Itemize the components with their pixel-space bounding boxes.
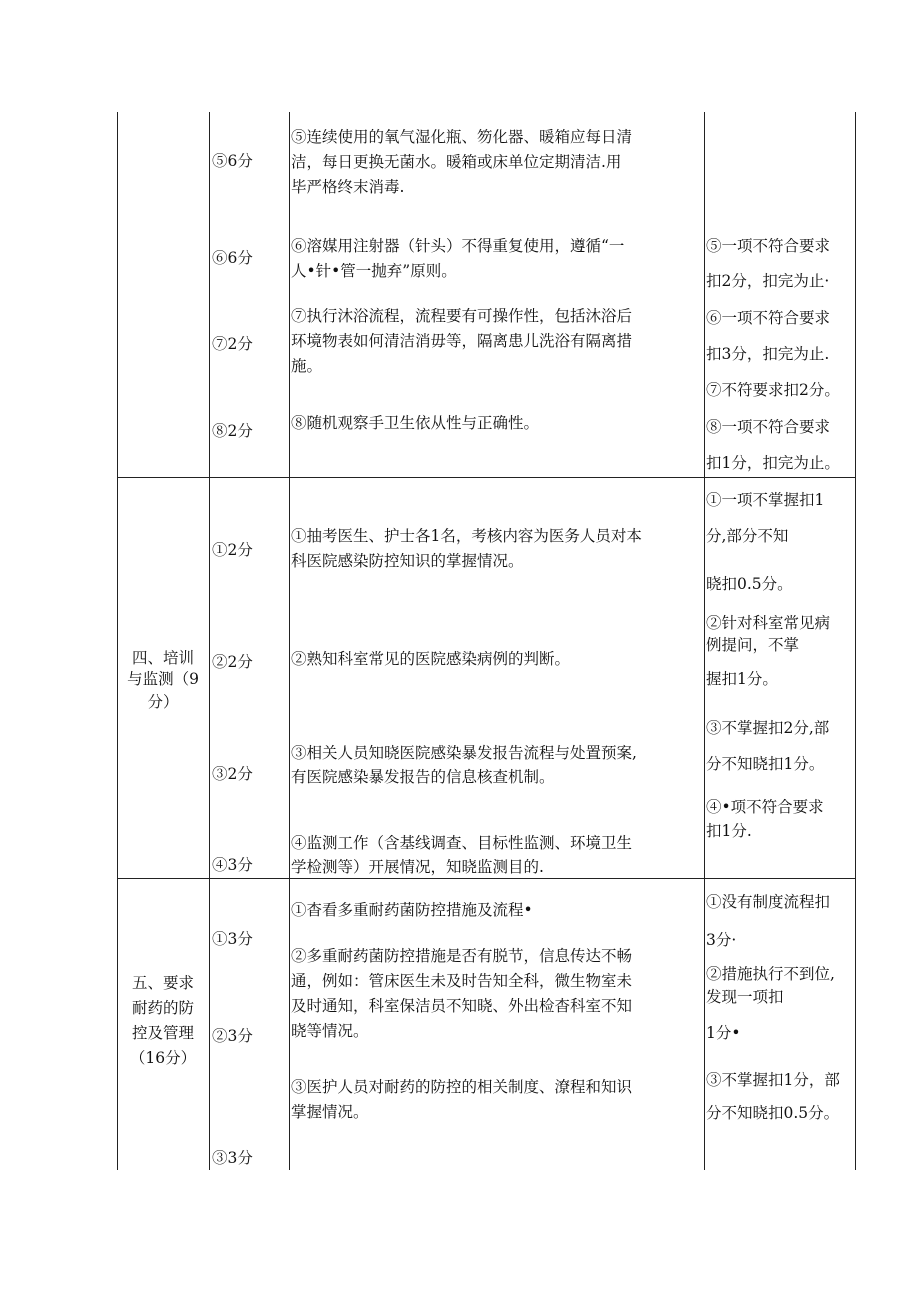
section-title-line: 四、培训 xyxy=(131,649,194,667)
score-label: ⑦2分 xyxy=(212,335,253,353)
table-divider-content xyxy=(289,112,290,1170)
deduction-text: ⑤一项不符合要求 xyxy=(706,237,831,255)
item-text: 人•针•管一抛弃”原则。 xyxy=(291,262,457,280)
item-text: 学检测等）开展情况，知晓监测目的. xyxy=(291,858,544,876)
section-title-line: 与监测（9 xyxy=(127,670,199,688)
score-label: ③3分 xyxy=(212,1149,253,1167)
deduction-text: ②针对科室常见病 xyxy=(706,614,831,632)
score-label: ⑧2分 xyxy=(212,422,253,440)
deduction-text: ①一项不掌握扣1 xyxy=(706,491,825,509)
section-title-line: 耐药的防 xyxy=(131,999,194,1017)
item-text: ④监测工作（含基线调查、目标性监测、环境卫生 xyxy=(291,834,633,852)
item-text: 洁，每日更换无菌水。暖箱或床单位定期清洁.用 xyxy=(291,153,622,171)
deduction-text: 分不知晓扣0.5分。 xyxy=(706,1104,840,1122)
deduction-text: ③不掌握扣2分,部 xyxy=(706,719,830,737)
score-label: ①2分 xyxy=(212,541,253,559)
item-text: ②熟知科室常见的医院感染病例的判断。 xyxy=(291,650,571,668)
item-text: ①抽考医生、护士各1名，考核内容为医务人员对本 xyxy=(291,527,642,545)
deduction-text: 扣2分，扣完为止· xyxy=(706,272,830,290)
item-text: 掌握情况。 xyxy=(291,1103,369,1121)
score-label: ③2分 xyxy=(212,765,253,783)
deduction-text: 握扣1分。 xyxy=(706,670,778,688)
item-text: 毕严格终末消毒. xyxy=(291,178,405,196)
item-text: ①杳看多重耐药菌防控措施及流程• xyxy=(291,901,533,919)
score-label: ⑥6分 xyxy=(212,249,253,267)
table-border-right xyxy=(855,112,856,1170)
deduction-text: ③不掌握扣1分，部 xyxy=(706,1071,840,1089)
deduction-text: 分不知晓扣1分。 xyxy=(706,755,825,773)
deduction-text: 晓扣0.5分。 xyxy=(706,575,793,593)
item-text: ⑥溶媒用注射器（针头）不得重复使用，遵循“一 xyxy=(291,237,625,255)
item-text: 环境物表如何清洁消毋等，隔离患儿洗浴有隔离措 xyxy=(291,332,633,350)
item-text: 科医院感染防控知识的掌握情况。 xyxy=(291,552,524,570)
deduction-text: 分,部分不知 xyxy=(706,527,789,545)
item-text: ⑧随机观察手卫生依从性与正确性。 xyxy=(291,414,540,432)
deduction-text: ①没有制度流程扣 xyxy=(706,893,831,911)
section-title-line: 五、要求 xyxy=(131,974,194,992)
item-text: 及时通知，科室保洁员不知晓、外出检杳科室不知 xyxy=(291,997,633,1015)
section-title-line: 控及管理 xyxy=(131,1024,194,1042)
score-label: ①3分 xyxy=(212,930,253,948)
item-text: 有医院感染暴发报告的信息核查机制。 xyxy=(291,768,555,786)
table-divider-deduction xyxy=(704,112,705,1170)
score-label: ⑤6分 xyxy=(212,152,253,170)
deduction-text: ⑥一项不符合要求 xyxy=(706,309,831,327)
item-text: 晓等情况。 xyxy=(291,1022,369,1040)
deduction-text: ④•项不符合要求 xyxy=(706,798,824,816)
item-text: ⑦执行沐浴流程，流程要有可操作性，包括沐浴后 xyxy=(291,307,633,325)
section-title-line: （16分） xyxy=(129,1049,197,1067)
table-divider-score xyxy=(209,112,210,1170)
score-label: ④3分 xyxy=(212,856,253,874)
item-text: ③医护人员对耐药的防控的相关制度、潦程和知识 xyxy=(291,1078,633,1096)
item-text: 施。 xyxy=(291,357,323,375)
score-label: ②3分 xyxy=(212,1027,253,1045)
section-title-line: 分） xyxy=(147,693,179,711)
item-text: 通，例如：管床医生未及时告知全科，微生物室未 xyxy=(291,972,633,990)
deduction-text: 3分· xyxy=(706,931,737,949)
deduction-text: 扣1分. xyxy=(706,822,752,840)
deduction-text: 扣3分，扣完为止. xyxy=(706,345,830,363)
score-label: ②2分 xyxy=(212,653,253,671)
deduction-text: ②措施执行不到位, xyxy=(706,965,835,983)
deduction-text: 扣1分，扣完为止。 xyxy=(706,454,840,472)
deduction-text: 1分• xyxy=(706,1024,741,1042)
item-text: ③相关人员知晓医院感染暴发报告流程与处置预案, xyxy=(291,744,637,762)
deduction-text: 发现一项扣 xyxy=(706,988,784,1006)
deduction-text: ⑧一项不符合要求 xyxy=(706,418,831,436)
item-text: ②多重耐药菌防控措施是否有脱节，信息传达不畅 xyxy=(291,947,633,965)
item-text: ⑤连续使用的氧气湿化瓶、笏化器、暖箱应每日清 xyxy=(291,128,633,146)
deduction-text: ⑦不符要求扣2分。 xyxy=(706,381,840,399)
row-separator xyxy=(117,477,856,478)
deduction-text: 例提问，不掌 xyxy=(706,636,800,654)
